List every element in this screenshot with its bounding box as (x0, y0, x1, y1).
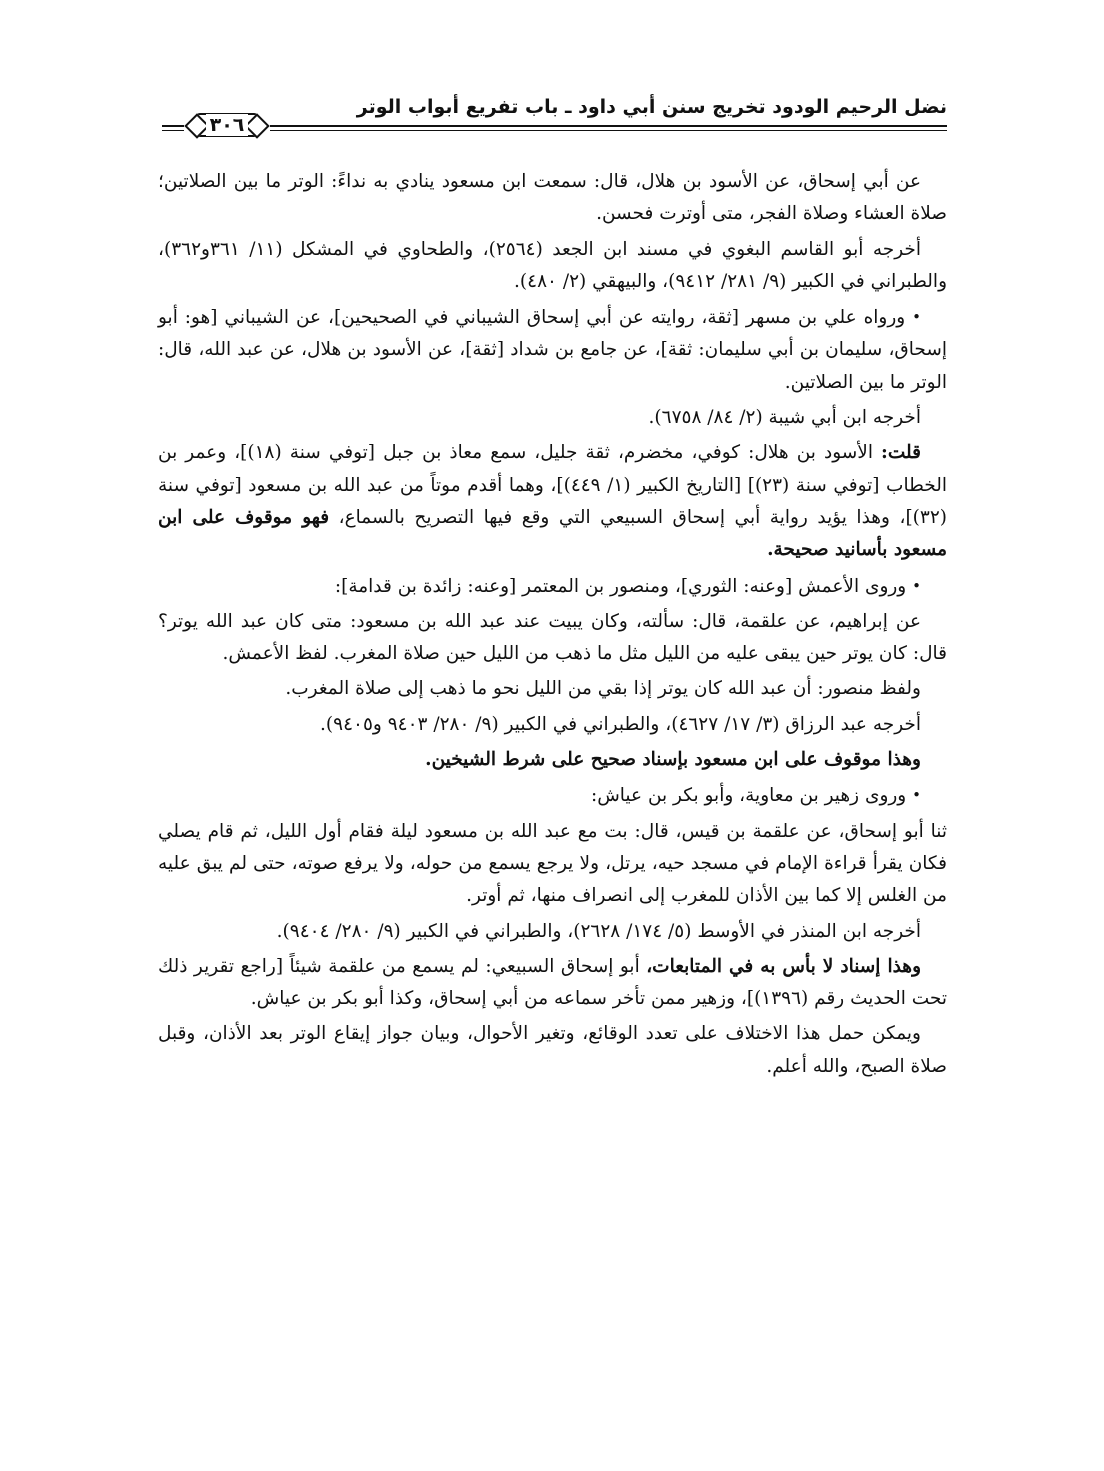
paragraph-text: أخرجه ابن أبي شيبة (٢/ ٨٤/ ٦٧٥٨). (648, 407, 921, 429)
header-rule-lead (162, 125, 184, 127)
paragraph (158, 816, 947, 913)
bullet-icon: • (912, 786, 921, 805)
paragraph (158, 709, 947, 741)
paragraph-text: عن أبي إسحاق، عن الأسود بن هلال، قال: سمعت ابن مسعود ينادي به نداءً: الوتر ما بين الصلاتين؛ صلاة العشاء وصلاة الفجر، متى أوترت فحسن. (158, 171, 947, 225)
paragraph-conclusion: فهو موقوف على ابن مسعود بأسانيد صحيحة. (158, 506, 947, 561)
bullet-icon: • (912, 576, 921, 595)
paragraph (158, 234, 947, 299)
paragraph-text: الأسود بن هلال: كوفي، مخضرم، ثقة جليل، سمع معاذ بن جبل [توفي سنة (١٨)]، وعمر بن الخطاب [توفي سنة (٢٣)] [التاريخ الكبير (١/ ٤٤٩)]، وهما أقدم موتاً من عبد الله بن مسعود [توفي سنة (٣٢)]، وهذا يؤيد رواية أبي إسحاق السبيعي التي وقع فيها التصريح بالسماع، (158, 442, 947, 528)
header-title: نضل الرحيم الودود تخريج سنن أبي داود ـ باب تفريع أبواب الوتر (356, 96, 947, 118)
header-rule (162, 125, 947, 127)
paragraph-lead: وهذا إسناد لا بأس به في المتابعات، (646, 955, 921, 977)
paragraph (158, 744, 947, 776)
bullet-paragraph (158, 301, 947, 399)
paragraph-conclusion: وهذا موقوف على ابن مسعود بإسناد صحيح على شرط الشيخين. (425, 749, 921, 771)
paragraph (158, 402, 947, 434)
paragraph-text: عن إبراهيم، عن علقمة، قال: سألته، وكان يبيت عند عبد الله بن مسعود: متى كان عبد الله يوتر؟ قال: كان يوتر حين يبقى عليه من الليل مثل ما ذهب من الليل حين صلاة المغرب. لفظ الأعمش. (158, 610, 947, 665)
header-rule-thin (162, 130, 947, 131)
running-header (162, 96, 947, 144)
paragraph (158, 606, 947, 671)
header-rule-lead-thin (162, 130, 184, 131)
paragraph-text: ويمكن حمل هذا الاختلاف على تعدد الوقائع، وتغير الأحوال، وبيان جواز إيقاع الوتر بعد الأذان، وقبل صلاة الصبح، والله أعلم. (158, 1023, 947, 1077)
paragraph (158, 166, 947, 231)
paragraph-text: أبو إسحاق السبيعي: لم يسمع من علقمة شيئاً [راجع تقرير ذلك تحت الحديث رقم (١٣٩٦)]، وزهير ممن تأخر سماعه من أبي إسحاق، وكذا أبو بكر بن عياش. (158, 955, 947, 1010)
paragraph-text: أخرجه ابن المنذر في الأوسط (٥/ ١٧٤/ ٢٦٢٨)، والطبراني في الكبير (٩/ ٢٨٠/ ٩٤٠٤). (276, 920, 921, 942)
paragraph (158, 951, 947, 1016)
bullet-paragraph (158, 570, 947, 603)
page-number-badge (184, 110, 270, 140)
bullet-paragraph (158, 779, 947, 812)
paragraph-text: وروى زهير بن معاوية، وأبو بكر بن عياش: (590, 785, 907, 807)
main-text (158, 166, 947, 1086)
page-number: ٣٠٦ (206, 114, 249, 136)
paragraph-text: وروى الأعمش [وعنه: الثوري]، ومنصور بن المعتمر [وعنه: زائدة بن قدامة]: (334, 575, 907, 597)
paragraph-text: ولفظ منصور: أن عبد الله كان يوتر إذا بقي من الليل نحو ما ذهب إلى صلاة المغرب. (285, 678, 921, 700)
paragraph-text: أخرجه عبد الرزاق (٣/ ١٧/ ٤٦٢٧)، والطبراني في الكبير (٩/ ٢٨٠/ ٩٤٠٣ و٩٤٠٥). (320, 713, 921, 735)
paragraph (158, 673, 947, 705)
paragraph-text: ورواه علي بن مسهر [ثقة، روايته عن أبي إسحاق الشيباني في الصحيحين]، عن الشيباني [هو: أبو إسحاق، سليمان بن أبي سليمان: ثقة]، عن جامع بن شداد [ثقة]، عن الأسود بن هلال، عن عبد الله، قال: الوتر ما بين الصلاتين. (158, 307, 947, 393)
bullet-icon: • (912, 308, 921, 327)
paragraph (158, 916, 947, 948)
paragraph (158, 1018, 947, 1083)
paragraph-text: أخرجه أبو القاسم البغوي في مسند ابن الجعد (٢٥٦٤)، والطحاوي في المشكل (١١/ ٣٦١و٣٦٢)، والطبراني في الكبير (٩/ ٢٨١/ ٩٤١٢)، والبيهقي (٢/ ٤٨٠). (158, 238, 947, 292)
paragraph-text: ثنا أبو إسحاق، عن علقمة بن قيس، قال: بت مع عبد الله بن مسعود ليلة فقام أول الليل، ثم قام يصلي فكان يقرأ قراءة الإمام في مسجد حيه، يرتل، ولا يرجع يسمع من حوله، ولا يرفع صوته، حتى لم يبق عليه من الغلس إلا كما بين الأذان للمغرب إلى انصراف منها، ثم أوتر. (158, 820, 947, 907)
paragraph-lead: قلت: (881, 442, 921, 464)
paragraph (158, 437, 947, 566)
